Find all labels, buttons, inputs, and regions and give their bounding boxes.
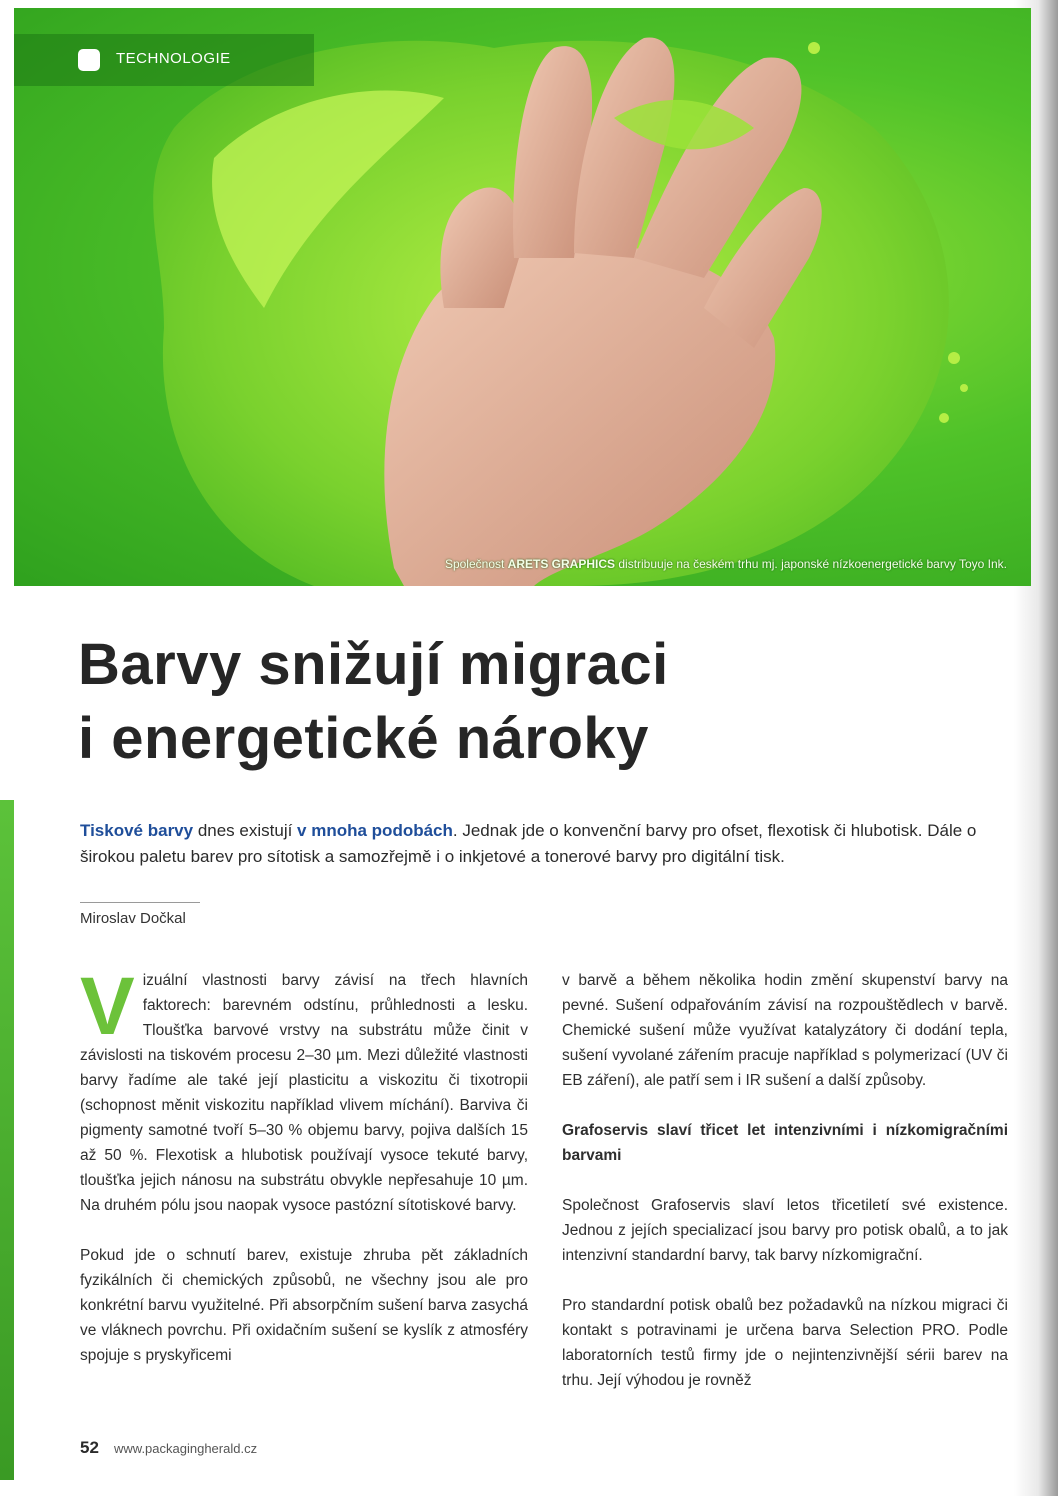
page-top-margin bbox=[0, 0, 1058, 8]
paragraph: v barvě a během několika hodin změní skupenství barvy na pevné. Sušení odpařováním závisí na rozpouštědlech v barvě. Chemické sušení může využívat katalyzátory či dodání tepla, sušení vyvolané zářením pracuje například s polymerizací (UV či EB záření), ale patří sem i IR sušení a další způsoby. bbox=[562, 972, 1008, 1089]
body-column-1 bbox=[80, 961, 528, 1393]
paragraph-text: izuální vlastnosti barvy závisí na třech hlavních faktorech: barevném odstínu, průhlednosti a lesku. Tloušťka barvové vrstvy na substrátu může činit v závislosti na tiskovém procesu 2–30 µm. Mezi důležité vlastnosti barvy řadíme ale také její plasticitu a viskozitu či tixotropii (schopnost měnit viskozitu například vlivem míchání). Barviva či pigmenty samotné tvoří 5–30 % objemu barvy, pojiva dalších 15 až 50 %. Flexotisk a hlubotisk používají vysoce tekuté barvy, tloušťka jejich nánosu na substrátu obvykle nepřesahuje 10 µm. Na druhém pólu jsou naopak vysoce pastózní sítotiskové barvy. bbox=[80, 972, 528, 1214]
paragraph bbox=[80, 961, 528, 1218]
author-divider bbox=[80, 902, 200, 903]
paragraph: Společnost Grafoservis slaví letos třicetiletí své existence. Jednou z jejích specializací jsou barvy pro potisk obalů, a to jak intenzivní standardní barvy, tak barvy nízkomigrační. bbox=[562, 1197, 1008, 1264]
caption-brand: ARETS GRAPHICS bbox=[507, 557, 616, 571]
subheading: Grafoservis slaví třicet let intenzivními i nízkomigračními barvami bbox=[562, 1122, 1008, 1164]
lead-text-1: dnes existují bbox=[193, 821, 298, 840]
website-url: www.packagingherald.cz bbox=[114, 1441, 258, 1456]
caption-suffix: distribuuje na českém trhu mj. japonské nízkoenergetické barvy Toyo Ink. bbox=[615, 557, 1007, 571]
hand-in-green-paint-illustration bbox=[14, 8, 1031, 586]
article-lead bbox=[80, 818, 1010, 870]
page-number: 52 bbox=[80, 1438, 99, 1457]
lead-highlight-1: Tiskové barvy bbox=[80, 821, 194, 840]
article-title bbox=[78, 628, 978, 776]
left-green-accent-bar bbox=[0, 800, 14, 1480]
lead-text-2: . Jednak jde o konvenční barvy pro ofset, flexotisk či hlubotisk. Dále o širokou paletu barev pro sítotisk a samozřejmě i o inkjetové a tonerové barvy pro digitální tisk. bbox=[80, 821, 977, 866]
paragraph: Pokud jde o schnutí barev, existuje zhruba pět základních fyzikálních či chemických způsobů, ne všechny jsou ale pro konkrétní barvu využitelné. Při absorpčním sušení barva zasychá ve vláknech povrchu. Při oxidačním sušení se kyslík z atmosféry spojuje s pryskyřicemi bbox=[80, 1247, 528, 1364]
photo-caption bbox=[445, 557, 1007, 571]
section-square-icon bbox=[78, 49, 100, 71]
caption-prefix: Společnost bbox=[444, 557, 508, 571]
body-column-2 bbox=[562, 968, 1008, 1418]
author-name: Miroslav Dočkal bbox=[80, 910, 186, 927]
title-line-1: Barvy snižují migraci bbox=[78, 632, 669, 697]
lead-highlight-2: v mnoha podobách bbox=[297, 821, 453, 840]
title-line-2: i energetické nároky bbox=[78, 706, 649, 771]
section-label: TECHNOLOGIE bbox=[116, 50, 231, 67]
paragraph: Pro standardní potisk obalů bez požadavků na nízkou migraci či kontakt s potravinami je určena barva Selection PRO. Podle laboratorních testů firmy jde o nejintenzivnější sérii barev na trhu. Její výhodou je rovněž bbox=[562, 1297, 1008, 1389]
drop-cap: V bbox=[80, 961, 135, 1052]
hero-photo bbox=[14, 8, 1031, 586]
